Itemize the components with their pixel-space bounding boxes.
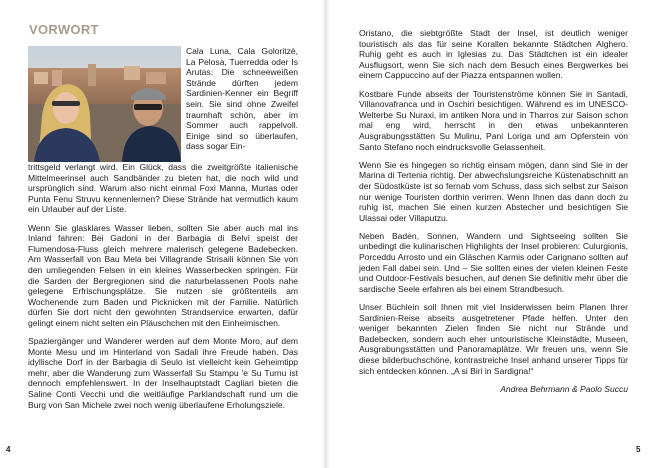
right-paragraph-3: Wenn Sie es hingegen so richtig einsam mögen, dann sind Sie in der Marina di Tertenia richtig. Der abwechslungsreiche Küstenabschnitt an der Südostküste ist so fernab vom Schuss, dass sich selbst zur Saison nur wenige Touristen dorthin verirren. Wenn Ihnen das dann doch zu ruhig ist, machen Sie einen kurzen Abstecher und besichtigen Sie Ulassai oder Villaputzu. [359, 159, 628, 223]
left-page-number: 4 [6, 445, 11, 454]
left-paragraph-3: Spaziergänger und Wanderer werden auf dem Monte Moro, auf dem Monte Mesu und im Hinterland von Sadali ihre Freude haben. Das idyllische Dorf in der Barbagia di Seulo ist vielleicht kein Geheimtipp mehr, aber die Wanderung zum Wasserfall Su Stampu 'e Su Turnu ist dennoch empfehlenswert. In der Inselhauptstadt Cagliari bieten die Saline Conti Vecchi und die weitläufige Parklandschaft rund um die Burg von San Michele zwei noch wenig überlaufene Erholungsziele. [28, 336, 298, 410]
left-paragraph-1-continued: trittsgeld verlangt wird. Ein Glück, dass die zweitgrößte italienische Mittelmeerinsel auch Sandbänder zu bieten hat, die noch wild und ursprünglich sind. Warum also nicht einmal Foxi Manna, Murtas oder Punta Fenu Struvu kennenlernen? Diese Strände hat vermutlich kaum ein Urlauber auf der Liste. [28, 162, 298, 215]
right-paragraph-2: Kostbare Funde abseits der Touristenströme können Sie in Santadi, Villanovafranca und in Oschiri besichtigen. Während es im UNESCO-Welterbe Su Nuraxi, im antiken Nora und in Tharros zur Saison schon mal eng wird, herrscht in den etwas unbekannteren Ausgrabungsstätten Su Mulinu, Pani Loriga und am Opferstein von Santo Stefano noch eindrucksvolle Gelassenheit. [359, 88, 628, 152]
authors-signature: Andrea Behrmann & Paolo Succu [500, 384, 628, 395]
left-text-column [28, 162, 298, 418]
right-page-number: 5 [636, 445, 641, 454]
author-photo [28, 46, 181, 162]
chapter-heading: VORWORT [29, 22, 99, 37]
right-paragraph-4: Neben Baden, Sonnen, Wandern und Sightseeing sollten Sie unbedingt die kulinarischen Highlights der Insel probieren: Culurgionis, Porceddu Arrosto und ein Gläschen Karmis oder Carignano sollten auf jeden Fall dabei sein. Und – Sie sollten eines der vielen kleinen Feste und Outdoor-Festivals besuchen, auf denen Sie definitiv mehr über die sardische Seele erfahren als bei einem Strandbesuch. [359, 230, 628, 294]
left-paragraph-2: Wenn Sie glasklares Wasser lieben, sollten Sie aber auch mal ins Inland fahren: Bei Gadoni in der Barbagia di Belvì speist der Flumendosa-Fluss gleich mehrere malerisch gelegene Badebecken. Am Wasserfall von Bau Mela bei Villagrande Strisaili können Sie von den umliegenden Felsen in ein kleines Wasserbecken springen. Für die Sarden der Bergregionen sind die naturbelassenen Pools nahe gelegene Erfrischungsplätze. Sie nutzen sie größtenteils am Wochenende zum Baden und Picknicken mit der Familie. Natürlich dürfen Sie dort nicht den gewohnten Strandservice erwarten, dafür gelingt einem nicht selten ein Pläuschchen mit den Einheimischen. [28, 222, 298, 328]
right-text-column [359, 28, 628, 395]
intro-paragraph-beside-photo: Cala Luna, Cala Goloritzè, La Pelosa, Tuerredda oder Is Arutas: Die schneeweißen Strände dürften jedem Sardinien-Kenner ein Begriff sein. Sie sind ohne Zweifel traumhaft schön, aber im Sommer auch rappelvoll. Einige sind so überlaufen, dass sogar Ein- [186, 46, 298, 152]
right-paragraph-1: Oristano, die siebtgrößte Stadt der Insel, ist deutlich weniger touristisch als das für seine Korallen bekannte Städtchen Alghero. Ruhig geht es auch in Iglesias zu. Das Städtchen ist ein idealer Ausflugsort, wenn Sie sich nach dem Besuch eines Bergwerkes bei einem Cappuccino auf der Piazza entspannen wollen. [359, 28, 628, 81]
right-paragraph-5: Unser Büchlein soll Ihnen mit viel Insiderwissen beim Planen Ihrer Sardinien-Reise abseits ausgetretener Pfade helfen. Unter den weniger bekannten Zielen finden Sie nicht nur Strände und Badebecken, sondern auch eher untouristische Kleinstädte, Museen, Ausgrabungsstätten und Panoramaplätze. Wir freuen uns, wenn Sie diese bilderbuchschöne, kontrastreiche Insel anhand unserer Tipps für sich entdecken können. „A si Biri in Sardigna!“ [359, 302, 628, 376]
right-page [326, 0, 652, 468]
